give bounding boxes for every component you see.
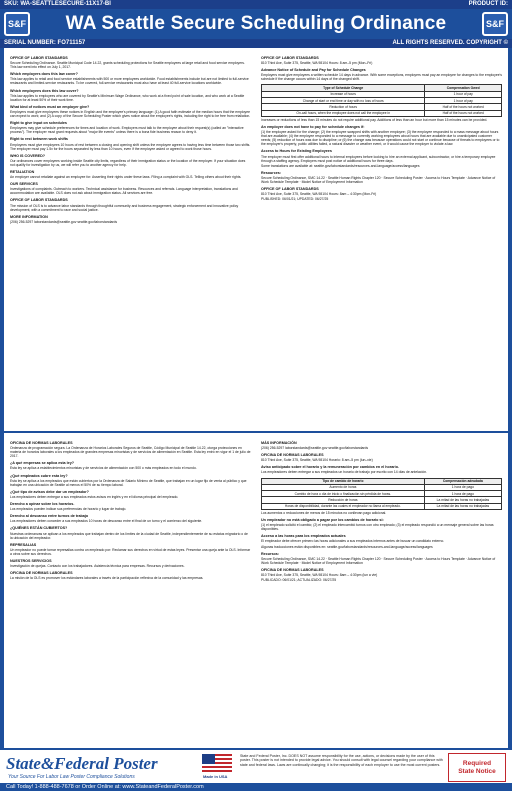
section-text: Employees must give employees 10 hours of rest between a closing and opening shift unless the employee agrees to having less time between those two shifts. The employer must pay 1.5x for the hours separated by less than 10 hours, even if the employee asked or agreed to work those hours. [10,142,251,151]
table-cell: Reducción de horas [262,497,425,503]
section-text: Los empleadores deben entregar a sus empleados estos avisos en inglés y en el idioma principal del empleado. [10,494,179,499]
footer [0,748,512,791]
table-cell: 1 hora de pago [424,484,501,490]
section-text: This law applies to employees who are covered by Seattle's Minimum Wage Ordinance, who work at a fixed point of sale location, and who work at a Seattle location for at least 50% of their work time. [10,93,245,102]
section-text: Employees may give schedule preferences for times and location of work. Employers must talk to the employee about their request(s) (called an "interactive process"). The employer must grant requests about "major life events" unless there is a bona fide business reason to deny it. [10,126,244,135]
poster-title: WA Seattle Secure Scheduling Ordinance [65,13,447,34]
table-header: Compensation Owed [425,85,502,91]
state-notice-label: State Notice [458,767,496,775]
table-cell: Horas de disponibilidad, durante las cuales el empleador no llama al empleado. [262,503,425,509]
table-header: Type of Schedule Change [262,85,425,91]
section-text: PUBLICADO: 06/01/21; ACTUALIZADO: 06/27/25 [261,578,337,583]
section-text: Los aumentos o reducciones de menos de 15 minutos no conllevan pago adicional. [261,510,387,515]
section-heading: OFICINA DE NORMAS LABORALES [261,567,324,572]
table-cell: 1 hour of pay [425,91,502,97]
section-heading: Which employees does this law cover? [10,88,79,93]
section-text: (1) el empleado solicitó el cambio; (2) el empleado intercambió turnos con otro empleado; (3) el empleado respondió a un mensaje general sobre las horas disponibles. [261,523,494,532]
section-heading: Advance Notice of Schedule and Pay for Schedule Changes [261,68,366,73]
table-cell: Reduction of hours [262,104,425,110]
section-heading: Aviso anticipado sobre el horario y la remuneración por cambios en el horario. [261,465,399,470]
section-text: 810 Third Ave, Suite 375, Seattle, WA 98104 Horario: 8 am–5 pm (lun–vie) [261,458,373,463]
section-heading: Derecho a opinar sobre los horarios. [10,502,75,507]
section-text: Employers must give employees these notices in English and the employee's primary language: (1) A good faith estimate of the median hours that the employee can expect to work; and (2) A copy of the Secure Scheduling Poster which gives notice about the employee's rights, including the right to be free from retaliation. [10,109,251,119]
table-cell: Aumento de horas [262,484,425,490]
section-heading: MÁS INFORMACIÓN [261,441,297,445]
sku-label: SKU: WA-SEATTLESECURE-11X17-BI [4,1,111,7]
section-heading: OFICINA DE NORMAS LABORALES [10,441,73,445]
section-text: Employers must give employees a written schedule 14 days in advance. With some exceptions, employers must pay an employee for changes to the employee's schedule if the change occurs within 14 days of the changed shift. [261,73,502,82]
seal-icon: S&F [4,12,30,36]
section-text: La misión de la OLS es promover los estándares laborales a través de la participación reflexiva de la comunidad y las empresas. [10,576,204,581]
section-text: Secure Scheduling Ordinance, SMC 14.22 · Seattle Human Rights Chapter 120 · Secure Scheduling Poster · Access to Hours Template · Advance Notice of Work Schedule Template · Model Notice of Employment Information [261,175,496,184]
made-in-usa-label: Made in USA [203,774,228,779]
table-row [262,110,502,116]
section-text: (206) 256-5297 laborstandards@seattle.gov seattle.gov/laborstandards [10,219,118,224]
table-cell: On-call hours, when the employee does not call the employee in [262,110,425,116]
section-heading: RETALIATION [10,169,35,174]
call-line: Call Today! 1-888-488-7678 or Order Online at: www.StateandFederalPoster.com [0,783,512,791]
section-heading: OUR SERVICES [10,182,38,187]
section-text: Los empleadores deben conceder a sus empleados 10 horas de descanso entre el final de un turno y el comienzo del siguiente. [10,519,203,524]
disclaimer-text: State and Federal Poster, Inc. DOES NOT assume responsibility for the use, actions, or decisions made by the user of this poster. This poster is not intended to provide legal advice. You should consult with legal counsel regarding your compliance with state and federal laws. Laws are continually changing; it is the responsibility of each employer to use the most current posters. [240,754,443,767]
section-heading: MORE INFORMATION [10,214,48,219]
section-text: An employer cannot retaliate against an employee for: Asserting their rights under these laws. Filing a complaint with OLS. Telling others about their rights. [10,175,242,180]
section-heading: OFFICE OF LABOR STANDARDS [261,187,319,192]
table-cell: 1 hora de pago [424,491,501,497]
table-cell: 1 hour of pay [425,98,502,104]
table-cell: Half of the hours not worked [425,110,502,116]
section-heading: Right to give input on schedules [10,121,67,126]
copyright: ALL RIGHTS RESERVED. COPYRIGHT © [392,40,508,46]
poster-header [0,9,512,39]
section-heading: NUESTROS SERVICIOS [10,558,52,563]
section-heading: OFFICE OF LABOR STANDARDS [10,198,68,203]
section-text: Los empleadores deben entregar a sus empleados un horario de trabajo por escrito con 14 días de antelación. [261,470,428,475]
table-cell: Change of start or end time or day with no loss of hours [262,98,425,104]
table-cell: La mitad de las horas no trabajadas [424,503,501,509]
section-heading: An employer does not have to pay for schedule changes if: [261,124,365,129]
section-heading: Access to Hours for Existing Employees [261,149,332,154]
table-row [262,503,502,509]
required-label: Required [462,759,492,767]
section-text: 810 Third Ave, Suite 375, Seattle, WA 98104 Hours: 8 am–5 pm (Mon–Fri) [261,61,373,66]
section-text: (206) 256-5297 laborstandards@seattle.gov seattle.gov/laborstandards [261,446,369,451]
brand-logo: State&Federal Poster [6,754,158,773]
section-heading: OFICINA DE NORMAS LABORALES [261,453,324,458]
seal-icon: S&F [482,12,508,36]
section-text: This law applies to retail and food service establishments with 500 or more employees worldwide. Food establishments include but are not limited to full-service restaurants and limited-service restaurants. To be covered, full-service restaurants must also have at least 40 full-service locations worldwide. [10,77,249,86]
section-text: Our ordinances cover employees working inside Seattle city limits, regardless of their immigration status or the location of the employer. If your situation does not qualify for investigation by us, we will refer you to another agency for help. [10,158,246,167]
section-heading: Derecho al descanso entre turnos de trabajo [10,514,89,519]
section-text: Some translations are available at: seattle.gov/laborstandards/resources-and-language/access/languages [261,163,420,168]
section-text: Secure Scheduling Ordinance. Seattle Municipal Code 14.22, grants scheduling protections for Seattle employees at large retail and food service employers. This law went into effect on July 1, 2017. [10,61,245,70]
table-cell: Half of the hours not worked [425,104,502,110]
section-text: 810 Third Ave, Suite 375, Seattle, WA 98104 Hours: 8am – 4:30pm (lun a vie) [261,573,378,577]
section-heading: What kind of notices must an employer give? [10,104,90,109]
section-heading: REPRESALIAS [10,542,37,547]
section-text: Secure Scheduling Ordinance, SMC 14.22 · Seattle Human Rights Chapter 120 · Secure Scheduling Poster · Access to Hours Template · Advance Notice of Work Schedule Template · Model Notice of Employment Information [261,556,496,565]
section-text: Los empleados pueden indicar sus preferencias de horario y lugar de trabajo. [10,507,127,512]
section-text: (1) the employee asked for the change; (2) the employee swapped shifts with another employee; (3) the employee responded to a mass message about hours that are available; (4) the employee responded to a message to currently working employees about hours that are available due to unanticipated customer needs; (5) reduction of hours was due to discipline; or (6) the change was because operations could not start or continue because of threats to employees or to the employer's property, public utilities failed, a natural disaster or weather event, or it would cause the employer to violate a law. [261,130,500,147]
section-text: Un empleador no puede tomar represalias contra un empleado por: Reclamar sus derechos en virtud de estas leyes. Presentar una queja ante la OLS. Informar a otros sobre sus derechos. [10,547,251,556]
section-heading: Acceso a las horas para los empleados actuales [261,534,346,539]
right-border [508,48,512,748]
spanish-right-column [261,438,502,744]
section-heading: Resources: [261,170,282,175]
table-header: Compensación adeudada [424,478,501,484]
table-cell: Increase of hours [262,91,425,97]
section-heading: WHO IS COVERED? [10,153,46,158]
section-text: PUBLISHED: 06/01/21; UPDATED: 06/27/25 [261,197,329,202]
section-text: Nuestras ordenanzas se aplican a los empleados que trabajan dentro de los límites de la ciudad de Seattle, independientemente de su estatus migratorio o de la ubicación del empleador. [10,531,248,540]
section-text: Investigations of complaints. Outreach to workers. Technical assistance for business. Resources and referrals. Language interpretation, translations and accommodation are available. OLS does not ask about immigration status. All services are free. [10,187,238,196]
section-heading: ¿Qué tipo de avisos debe dar un empleador? [10,489,89,494]
section-heading: OFFICE OF LABOR STANDARDS [261,56,319,60]
section-heading: OFFICE OF LABOR STANDARDS [10,56,68,60]
section-heading: ¿Qué empleados cubre esta ley? [10,473,68,478]
section-heading: ¿A qué empresas se aplica esta ley? [10,461,75,466]
section-text: Algunas traducciones están disponibles en: seattle.gov/laborstandards/resources-and-language/access/languages [261,544,433,549]
serial-number: SERIAL NUMBER: FO711157 [4,40,86,46]
section-heading: ¿QUIÉNES ESTÁN CUBIERTOS? [10,526,68,531]
english-left-column [10,53,251,428]
table-cell: Cambio de hora o día de inicio o finalización sin pérdida de horas. [262,491,425,497]
section-text: The mission of OLS is to advance labor standards through thoughtful community and business engagement, strategic enforcement and innovative policy development, with a commitment to race and social justice. [10,203,239,212]
spanish-left-column [10,438,251,744]
section-heading: Which employers does this law cover? [10,72,78,77]
required-notice-badge [448,753,506,782]
compensation-table [261,478,502,510]
section-text: The employer must first offer additional hours to internal employees before looking to hire an external applicant, subcontractor, or hire a temporary employee through a staffing agency. Employers must post notice of additional hours for three days. [261,154,496,163]
section-text: Esta ley se aplica a establecimientos minoristas y de servicios de alimentación con 500 o más empleados en todo el mundo. [10,466,197,471]
compensation-table [261,84,502,116]
table-header: Tipo de cambio de horario [262,478,425,484]
section-text: Investigación de quejas. Contacto con los trabajadores. Asistencia técnica para empresas. Recursos y derivaciones. [10,564,185,569]
table-cell: La mitad de las horas no trabajadas [424,497,501,503]
section-heading: Recursos: [261,551,280,556]
section-text: Increases or reductions of less than 15 minutes do not require additional pay. Additions of less than an hour but more than 15 minutes can be provided. [261,117,488,122]
section-heading: Right to rest between work shifts [10,137,68,142]
section-text: El empleador debe ofrecer primero las horas adicionales a sus empleados internos antes de buscar un candidato externo. [261,539,445,544]
serial-bar [0,39,512,48]
section-heading: OFICINA DE NORMAS LABORALES [10,571,73,576]
english-right-column [261,53,502,428]
section-text: 810 Third Ave, Suite 375, Seattle, WA 98104 Hours: 8am – 4:30pm (Mon-Fri) [261,192,377,197]
section-text: Esta ley se aplica a los empleados que están cubiertos por la Ordenanza de Salario Mínimo de Seattle, que trabajan en un lugar fijo de venta al público y que trabajan en una ubicación de Seattle al menos el 50% de su tiempo laboral. [10,478,247,487]
section-text: Ordenanza de programación segura. La Ordenanza de Horarios Laborales Seguros de Seattle, Código Municipal de Seattle 14.22, otorga protecciones en materia de horarios laborales a los empleados de grandes empresas minoristas y de servicios de alimentación en Seattle. Esta ley entró en vigor el 1 de julio de 2017. [10,446,251,459]
english-section [4,50,508,433]
section-heading: Un empleador no está obligado a pagar por los cambios de horario si: [261,518,384,523]
brand-tagline: Your Source For Labor Law Poster Compliance Solutions [8,774,135,780]
spanish-section [4,435,508,747]
us-flag-icon [202,754,232,774]
product-id-label: PRODUCT ID: [468,1,508,7]
poster-body [0,48,512,748]
top-strip [0,0,512,9]
